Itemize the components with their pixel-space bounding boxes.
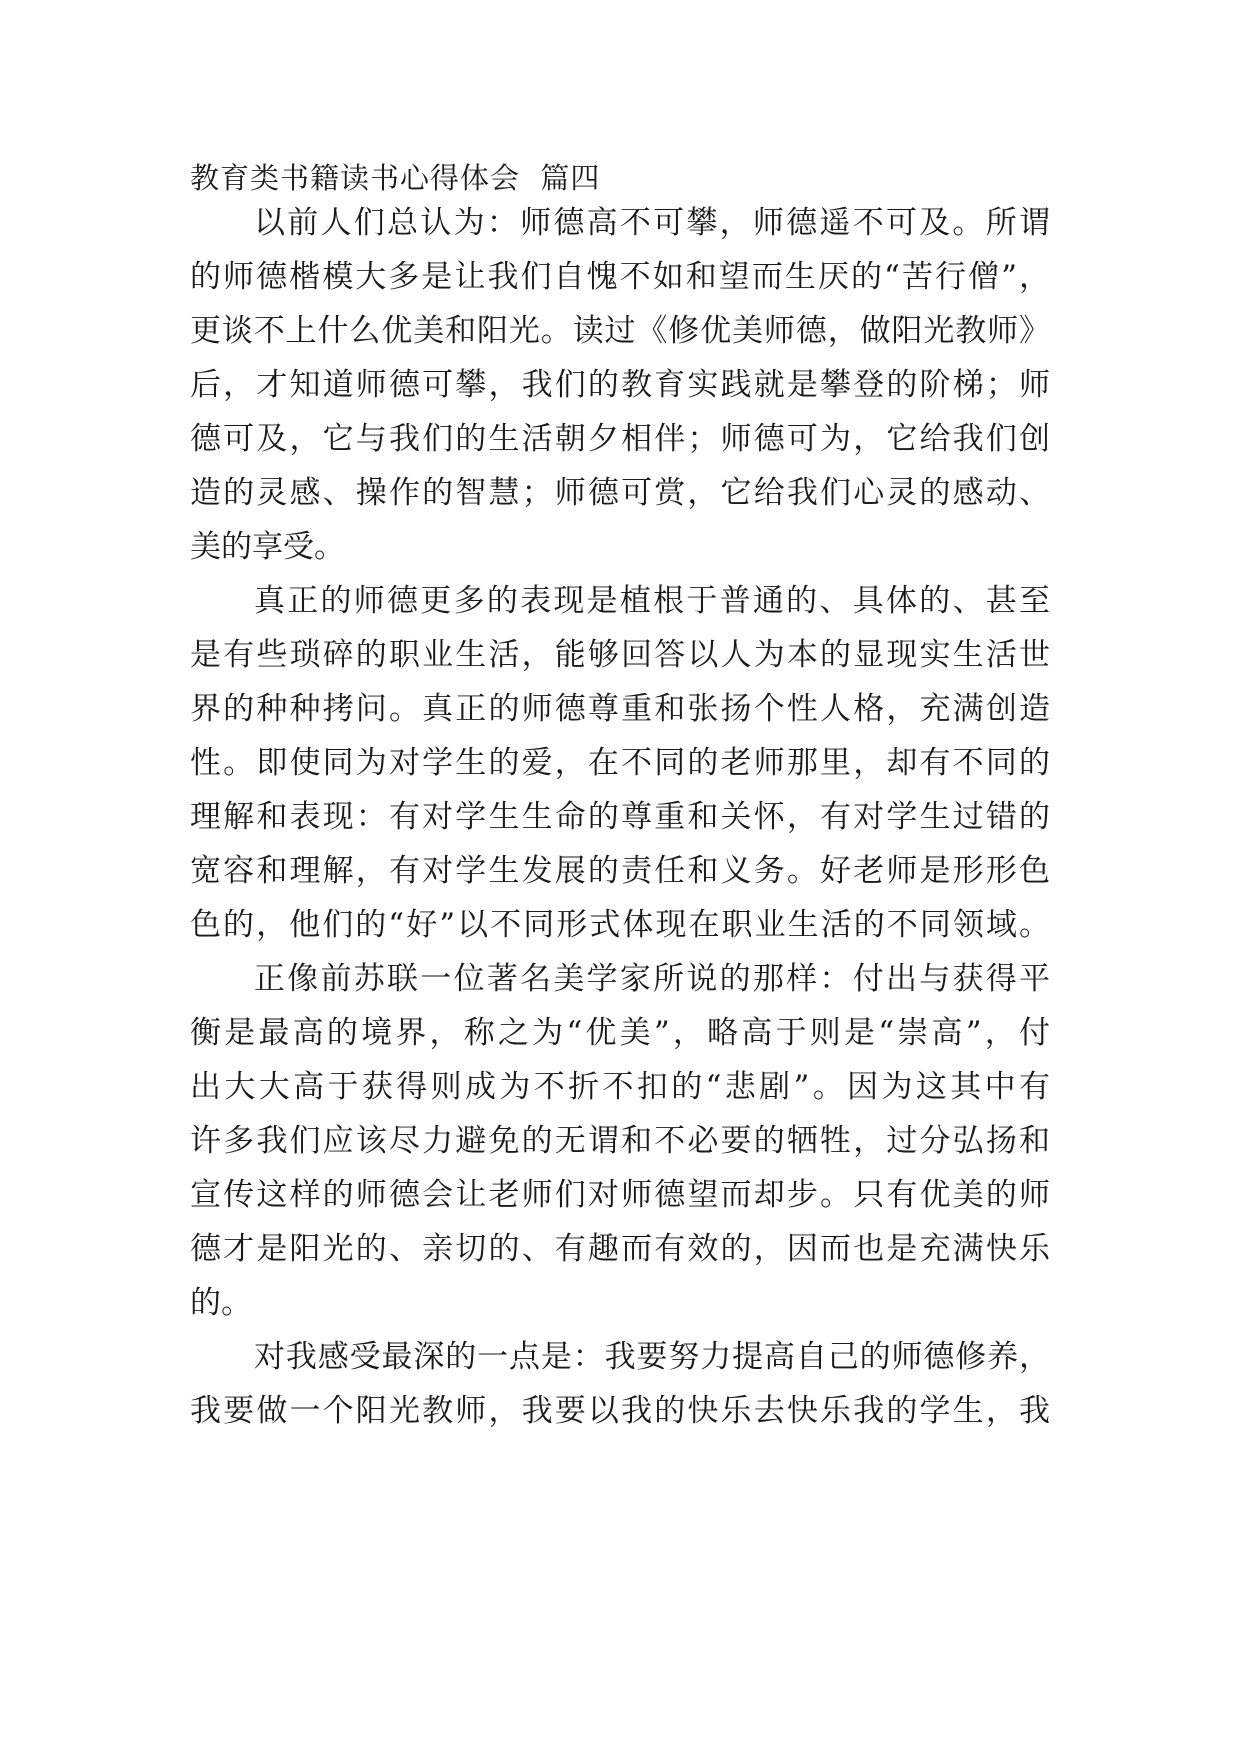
paragraph-line: 色的，他们的“好”以不同形式体现在职业生活的不同领域。 [190,907,1050,943]
paragraph-line: 德可及，它与我们的生活朝夕相伴；师德可为，它给我们创 [190,421,1050,457]
paragraph-line: 我要做一个阳光教师，我要以我的快乐去快乐我的学生，我 [190,1393,1050,1429]
paragraph-line: 是有些琐碎的职业生活，能够回答以人为本的显现实生活世 [190,637,1050,673]
paragraph-line: 德才是阳光的、亲切的、有趣而有效的，因而也是充满快乐 [190,1231,1050,1267]
paragraph-line: 美的享受。 [190,529,345,565]
paragraph-line: 正像前苏联一位著名美学家所说的那样：付出与获得平 [254,961,1050,997]
paragraph-line: 衡是最高的境界，称之为“优美”，略高于则是“崇高”，付 [190,1015,1050,1051]
paragraph-line: 真正的师德更多的表现是植根于普通的、具体的、甚至 [254,583,1050,619]
paragraph-line: 以前人们总认为：师德高不可攀，师德遥不可及。所谓 [254,205,1050,241]
paragraph-line: 宣传这样的师德会让老师们对师德望而却步。只有优美的师 [190,1177,1050,1213]
paragraph-line: 后，才知道师德可攀，我们的教育实践就是攀登的阶梯；师 [190,367,1050,403]
paragraph-line: 更谈不上什么优美和阳光。读过《修优美师德，做阳光教师》 [190,313,1050,349]
paragraph-line: 对我感受最深的一点是：我要努力提高自己的师德修养， [254,1339,1050,1375]
document-title: 教育类书籍读书心得体会 篇四 [190,161,601,195]
paragraph-line: 许多我们应该尽力避免的无谓和不必要的牺牲，过分弘扬和 [190,1123,1050,1159]
paragraph-line: 性。即使同为对学生的爱，在不同的老师那里，却有不同的 [190,745,1050,781]
paragraph-line: 宽容和理解，有对学生发展的责任和义务。好老师是形形色 [190,853,1050,889]
paragraph-line: 的师德楷模大多是让我们自愧不如和望而生厌的“苦行僧”， [190,259,1050,295]
paragraph-line: 的。 [190,1285,252,1321]
paragraph-line: 出大大高于获得则成为不折不扣的“悲剧”。因为这其中有 [190,1069,1050,1105]
paragraph-line: 理解和表现：有对学生生命的尊重和关怀，有对学生过错的 [190,799,1050,835]
paragraph-line: 界的种种拷问。真正的师德尊重和张扬个性人格，充满创造 [190,691,1050,727]
paragraph-line: 造的灵感、操作的智慧；师德可赏，它给我们心灵的感动、 [190,475,1050,511]
